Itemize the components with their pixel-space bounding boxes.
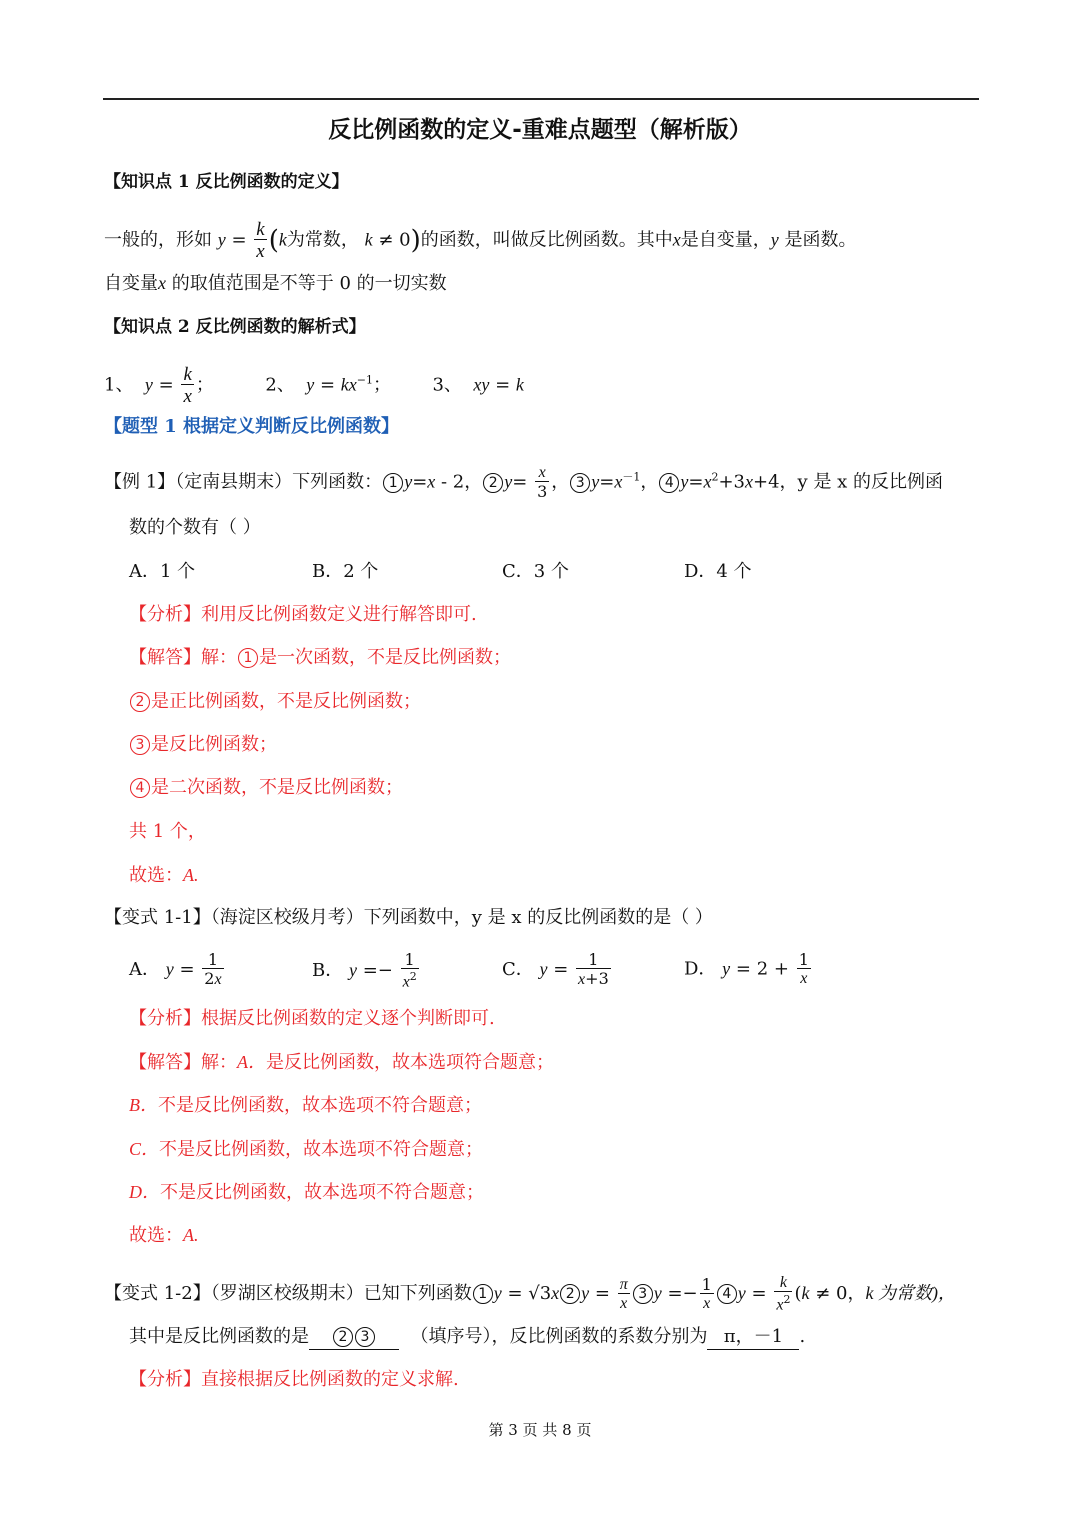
example1-answer-1: 【解答】解： 1 是一次函数，不是反比例函数；: [129, 647, 511, 668]
variant11-answer-d: D．不是反比例函数，故本选项不符合题意；: [129, 1182, 484, 1203]
kp2-forms: 1、 y = $\frac{k}{x}$ ； 2、 $y = kx^{-1}$； 3、 xy = k: [104, 364, 524, 407]
kp1-line1-b: 为常数，: [286, 229, 359, 251]
variant12-blank-1: 2 3: [309, 1325, 399, 1350]
x-over-3-fraction: $\frac{x}{3}$: [537, 464, 548, 501]
variant12-stem: 【变式 1-2】（罗湖区校级期末）已知下列函数 1 y = √3x 2 y = $\frac{\pi}{x}$ 3 y =− $\frac{1}{x}$ 4 y = $\frac{k}{x^2}$ (k ≠ 0，k 为常数)，: [104, 1274, 956, 1314]
kp2-heading: 【知识点 2 反比例函数的解析式】: [104, 317, 366, 337]
kp1-heading: 【知识点 1 反比例函数的定义】: [104, 172, 349, 192]
example1-stem: 【例 1】（定南县期末）下列函数： 1 y=x - 2， 2 y= $\frac{x}{3}$ ， 3 $y=x^{-1}$， 4 $y=x^2+3x+4$，y 是 x 的反比例函: [104, 464, 944, 501]
variant11-analysis: 【分析】根据反比例函数的定义逐个判断即可.: [129, 1008, 495, 1029]
example1-option-d: D．4 个: [684, 561, 752, 582]
kp1-definition: 一般的，形如 y = $\frac{k}{x}$ (k为常数， k ≠ 0)的函数，叫做反比例函数。其中x是自变量，y 是函数。: [104, 219, 857, 262]
variant11-answer-b: B．不是反比例函数，故本选项不符合题意；: [129, 1095, 482, 1116]
variant11-stem: 【变式 1-1】（海淀区校级月考）下列函数中，y 是 x 的反比例函数的是（ ）: [104, 907, 713, 928]
form1-fraction: $\frac{k}{x}$: [183, 364, 192, 407]
example1-count: 共 1 个，: [129, 821, 206, 842]
example1-option-a: A．1 个: [129, 561, 196, 582]
variant12-blank-2: π，－1: [707, 1325, 799, 1350]
example1-choice: 故选：A.: [129, 865, 199, 886]
page-title: 反比例函数的定义-重难点题型（解析版）: [328, 117, 752, 143]
type1-heading: 【题型 1 根据定义判断反比例函数】: [104, 416, 400, 437]
variant11-choice: 故选：A.: [129, 1225, 199, 1246]
variant11-option-c: C． y = $\frac{1}{x+3}$: [502, 950, 609, 988]
k-over-x-fraction: $\frac{k}{x}$: [256, 219, 265, 262]
example1-answer-3: 3 是反比例函数；: [129, 733, 277, 757]
variant11-answer-c: C．不是反比例函数，故本选项不符合题意；: [129, 1139, 484, 1160]
kp1-line1-d: 是自变量，: [680, 229, 771, 251]
example1-option-c: C．3 个: [502, 561, 569, 582]
example1-analysis: 【分析】利用反比例函数定义进行解答即可.: [129, 604, 477, 625]
variant11-option-d: D． y = 2 + $\frac{1}{x}$: [684, 950, 809, 987]
example1-answer-2: 2 是正比例函数，不是反比例函数；: [129, 690, 421, 714]
header-rule: [103, 98, 979, 100]
variant11-option-a: A． y = $\frac{1}{2x}$: [129, 950, 222, 988]
page-footer: 第 3 页 共 8 页: [488, 1421, 592, 1439]
kp1-line1-a: 一般的，形如: [104, 229, 212, 251]
variant12-analysis: 【分析】直接根据反比例函数的定义求解.: [129, 1369, 459, 1390]
example1-answer-4: 4 是二次函数，不是反比例函数；: [129, 776, 403, 800]
example1-stem-line2: 数的个数有（ ）: [129, 517, 261, 538]
variant12-question: 其中是反比例函数的是 2 3 （填序号），反比例函数的系数分别为 π，－1 .: [129, 1325, 805, 1350]
example1-option-b: B．2 个: [312, 561, 379, 582]
kp1-line1-c: 的函数，叫做反比例函数。其中: [420, 229, 673, 251]
kp1-domain: 自变量x 的取值范围是不等于 0 的一切实数: [104, 273, 447, 294]
variant11-option-b: B． y =− $\frac{1}{x^2}$: [312, 950, 417, 991]
kp1-line1-e: 是函数。: [784, 229, 857, 251]
variant11-answer-a: 【解答】解：A．是反比例函数，故本选项符合题意；: [129, 1052, 554, 1073]
